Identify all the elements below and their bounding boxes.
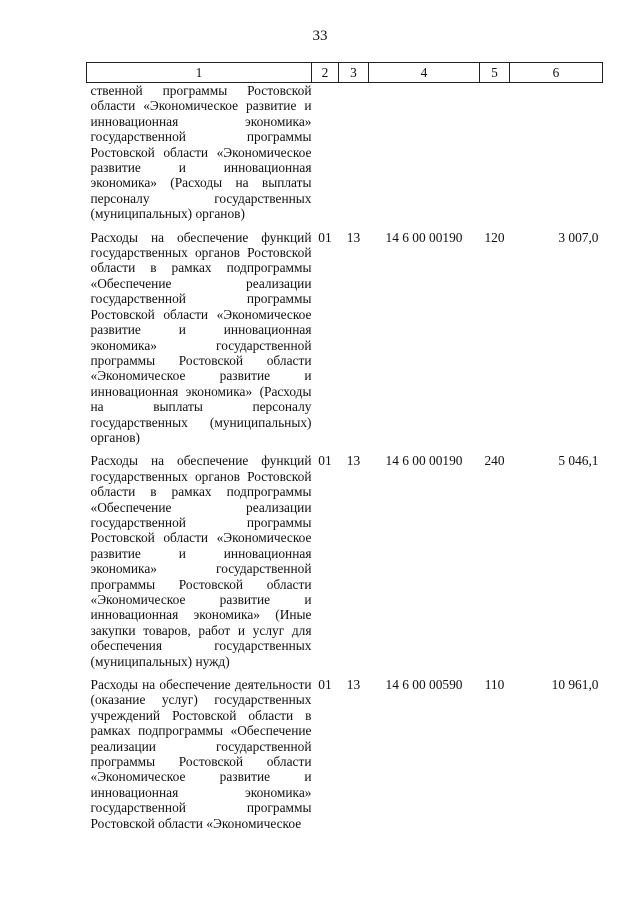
col-header-3: 3 [339,63,369,83]
row-target: 14 6 00 00590 [385,677,463,693]
row-type: 110 [484,677,505,693]
row-target: 14 6 00 00190 [385,453,463,469]
col-header-2: 2 [312,63,339,83]
row-description: Расходы на обеспечение функций государственных органов Ростовской области в рамках подпрограммы «Обеспечение реализации государственной программы Ростовской области «Экономическое развитие и инновационная экономика» государственной программы Ростовской области «Экономическое развитие и инновационная экономика» (Расходы на выплаты персоналу государственных (муниципальных) органов) [90,229,312,445]
col-header-4: 4 [369,63,480,83]
row-amount [510,83,603,222]
col-header-6: 6 [510,63,603,83]
table-row [87,445,603,669]
row-target [369,83,480,222]
table-row [87,669,603,831]
row-ministry: 01 [318,229,332,245]
table-row [87,83,603,222]
col-header-1: 1 [87,63,312,83]
row-amount: 10 961,0 [551,677,599,693]
table-row [87,222,603,446]
page-number: 33 [312,28,328,44]
row-amount: 3 007,0 [558,229,599,245]
row-type [480,83,510,222]
row-type: 240 [484,453,505,469]
row-section: 13 [346,229,361,245]
column-number-row [87,63,603,83]
row-target: 14 6 00 00190 [385,229,463,245]
row-amount: 5 046,1 [558,453,599,469]
row-description: Расходы на обеспечение функций государственных органов Ростовской области в рамках подпрограммы «Обеспечение реализации государственной программы Ростовской области «Экономическое развитие и инновационная экономика» государственной программы Ростовской области «Экономическое развитие и инновационная экономика» (Иные закупки товаров, работ и услуг для обеспечения государственных (муниципальных) нужд) [90,453,312,669]
row-section [339,83,369,222]
row-ministry [312,83,339,222]
budget-table [86,62,603,831]
row-description: Расходы на обеспечение деятельности (оказание услуг) государственных учреждений Ростовской области в рамках подпрограммы «Обеспечение реализации государственной программы Ростовской области «Экономическое развитие и инновационная экономика» государственной программы Ростовской области «Экономическое [90,677,312,831]
row-section: 13 [346,453,361,469]
row-ministry: 01 [318,453,332,469]
row-section: 13 [346,677,361,693]
row-ministry: 01 [318,677,332,693]
row-type: 120 [484,229,505,245]
col-header-5: 5 [480,63,510,83]
row-description: ственной программы Ростовской области «Экономическое развитие и инновационная экономика» государственной программы Ростовской области «Экономическое развитие и инновационная экономика» (Расходы на выплаты персоналу государственных (муниципальных) органов) [90,83,312,222]
